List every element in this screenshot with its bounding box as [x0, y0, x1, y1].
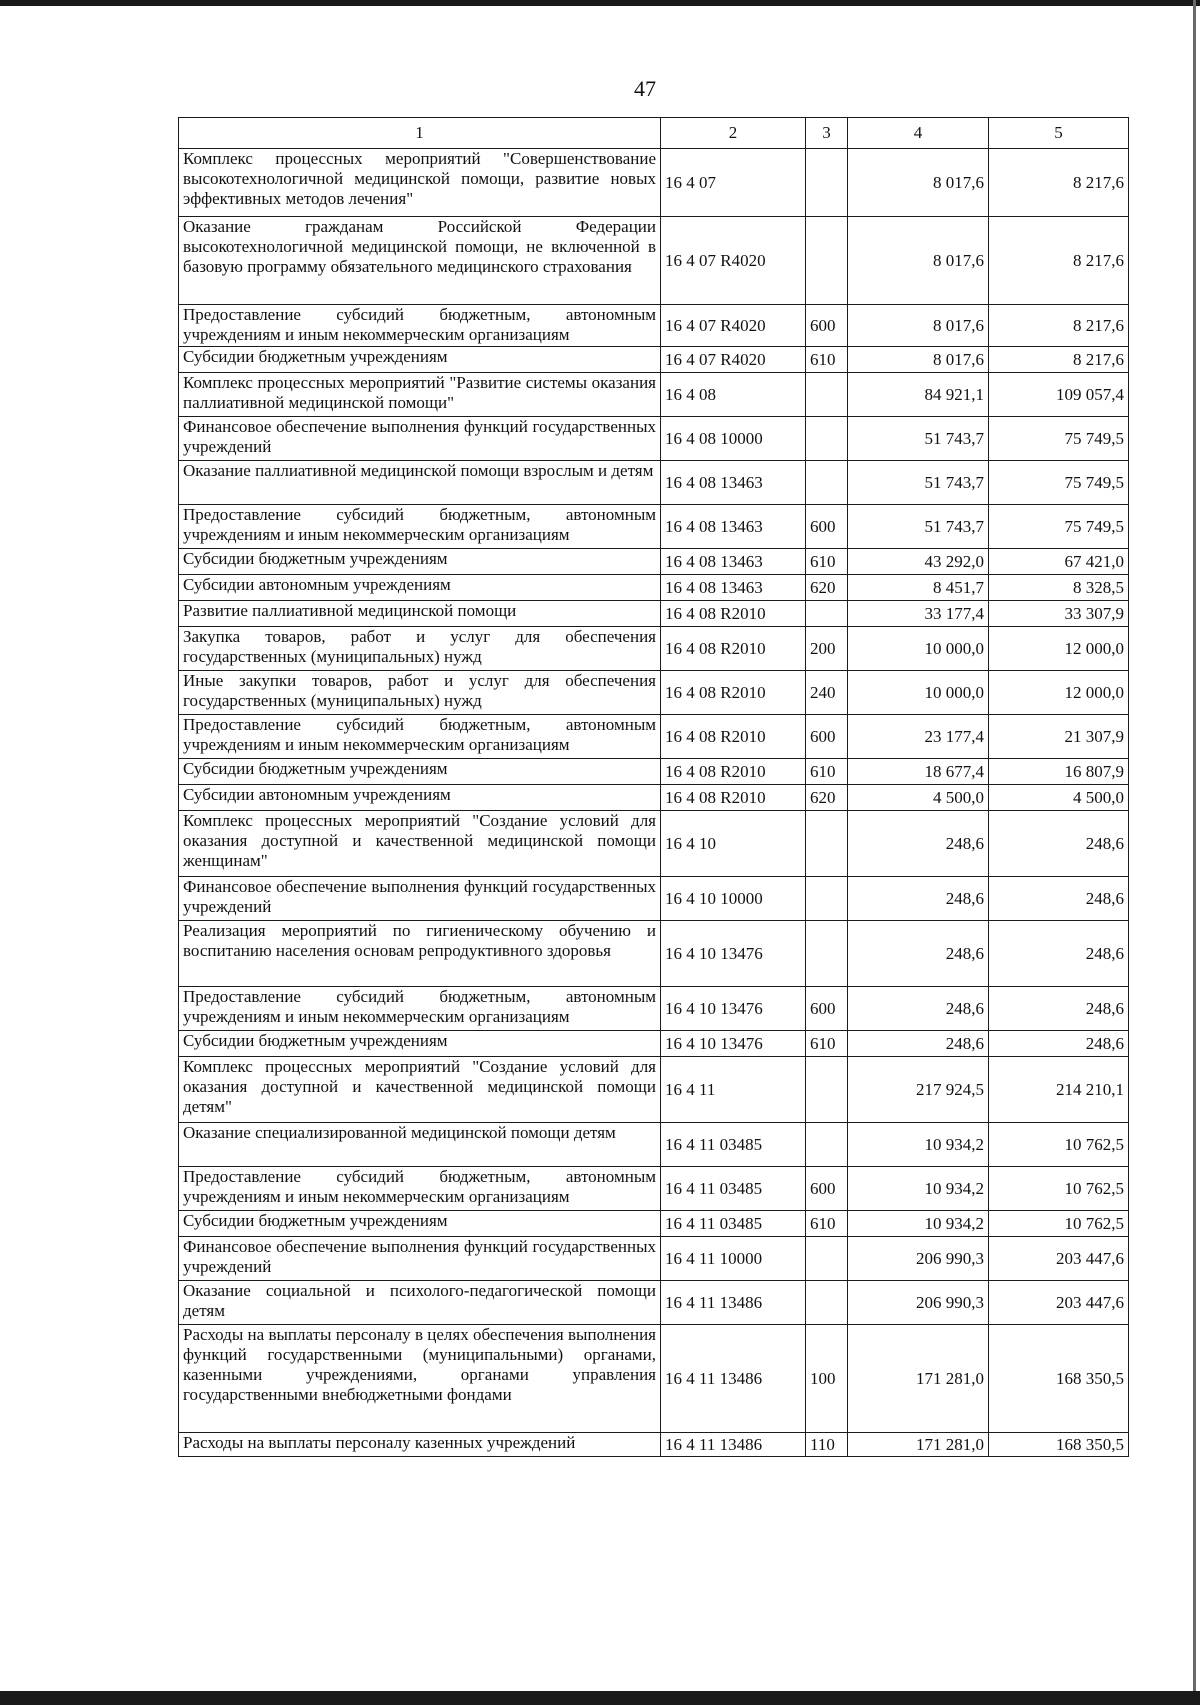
column-header-1: 1: [179, 118, 661, 149]
table-row: [179, 575, 1129, 601]
row-name: Комплекс процессных мероприятий "Совершенствование высокотехнологичной медицинской помощи, развитие новых эффективных методов лечения": [179, 149, 661, 217]
row-amount-year-1: 217 924,5: [848, 1057, 989, 1123]
row-code: 16 4 11 13486: [661, 1433, 806, 1457]
row-amount-year-1: 248,6: [848, 921, 989, 987]
row-code: 16 4 08 R2010: [661, 671, 806, 715]
row-expense-type: [806, 461, 848, 505]
row-code: 16 4 08 R2010: [661, 715, 806, 759]
row-amount-year-1: 171 281,0: [848, 1433, 989, 1457]
row-expense-type: 610: [806, 1031, 848, 1057]
row-amount-year-2: 10 762,5: [989, 1211, 1129, 1237]
row-name: Закупка товаров, работ и услуг для обеспечения государственных (муниципальных) нужд: [179, 627, 661, 671]
row-amount-year-1: 33 177,4: [848, 601, 989, 627]
row-amount-year-2: 8 217,6: [989, 217, 1129, 305]
row-name: Расходы на выплаты персоналу казенных учреждений: [179, 1433, 661, 1457]
row-code: 16 4 08 13463: [661, 549, 806, 575]
row-expense-type: 610: [806, 1211, 848, 1237]
row-amount-year-1: 171 281,0: [848, 1325, 989, 1433]
row-code: 16 4 08 10000: [661, 417, 806, 461]
table-row: [179, 1211, 1129, 1237]
scan-border-bottom: [0, 1691, 1200, 1705]
row-name: Комплекс процессных мероприятий "Создание условий для оказания доступной и качественной медицинской помощи детям": [179, 1057, 661, 1123]
row-amount-year-1: 4 500,0: [848, 785, 989, 811]
row-name: Субсидии автономным учреждениям: [179, 575, 661, 601]
row-name: Субсидии бюджетным учреждениям: [179, 347, 661, 373]
row-name: Реализация мероприятий по гигиеническому обучению и воспитанию населения основам репродуктивного здоровья: [179, 921, 661, 987]
table-row: [179, 1031, 1129, 1057]
row-name: Комплекс процессных мероприятий "Развитие системы оказания паллиативной медицинской помощи": [179, 373, 661, 417]
row-amount-year-2: 75 749,5: [989, 505, 1129, 549]
table-row: [179, 759, 1129, 785]
row-amount-year-2: 21 307,9: [989, 715, 1129, 759]
table-row: [179, 811, 1129, 877]
row-expense-type: 600: [806, 305, 848, 347]
table-row: [179, 217, 1129, 305]
row-amount-year-1: 51 743,7: [848, 461, 989, 505]
table-row: [179, 1237, 1129, 1281]
row-amount-year-2: 214 210,1: [989, 1057, 1129, 1123]
table-row: [179, 921, 1129, 987]
row-code: 16 4 10 10000: [661, 877, 806, 921]
row-expense-type: 600: [806, 1167, 848, 1211]
row-amount-year-1: 8 017,6: [848, 347, 989, 373]
row-code: 16 4 11 13486: [661, 1281, 806, 1325]
row-expense-type: 600: [806, 987, 848, 1031]
table-row: [179, 1325, 1129, 1433]
column-header-5: 5: [989, 118, 1129, 149]
row-name: Предоставление субсидий бюджетным, автономным учреждениям и иным некоммерческим организациям: [179, 715, 661, 759]
row-expense-type: [806, 417, 848, 461]
row-code: 16 4 08: [661, 373, 806, 417]
row-expense-type: [806, 601, 848, 627]
row-amount-year-2: 203 447,6: [989, 1237, 1129, 1281]
row-amount-year-1: 10 934,2: [848, 1211, 989, 1237]
row-amount-year-2: 12 000,0: [989, 671, 1129, 715]
row-amount-year-1: 23 177,4: [848, 715, 989, 759]
row-expense-type: 100: [806, 1325, 848, 1433]
row-expense-type: 110: [806, 1433, 848, 1457]
table-row: [179, 1433, 1129, 1457]
row-code: 16 4 08 R2010: [661, 785, 806, 811]
row-expense-type: [806, 811, 848, 877]
row-amount-year-2: 248,6: [989, 1031, 1129, 1057]
row-amount-year-1: 10 000,0: [848, 627, 989, 671]
table-row: [179, 987, 1129, 1031]
row-code: 16 4 08 13463: [661, 505, 806, 549]
row-expense-type: 620: [806, 575, 848, 601]
row-amount-year-2: 4 500,0: [989, 785, 1129, 811]
row-amount-year-1: 206 990,3: [848, 1281, 989, 1325]
column-header-3: 3: [806, 118, 848, 149]
row-code: 16 4 10 13476: [661, 1031, 806, 1057]
table-row: [179, 627, 1129, 671]
table-row: [179, 149, 1129, 217]
row-expense-type: 600: [806, 505, 848, 549]
row-name: Оказание социальной и психолого-педагогической помощи детям: [179, 1281, 661, 1325]
row-amount-year-1: 8 017,6: [848, 305, 989, 347]
row-amount-year-2: 203 447,6: [989, 1281, 1129, 1325]
table-row: [179, 601, 1129, 627]
row-code: 16 4 07 R4020: [661, 217, 806, 305]
table-row: [179, 347, 1129, 373]
row-amount-year-1: 10 934,2: [848, 1167, 989, 1211]
row-amount-year-2: 168 350,5: [989, 1325, 1129, 1433]
row-code: 16 4 08 R2010: [661, 627, 806, 671]
row-expense-type: 610: [806, 759, 848, 785]
row-name: Субсидии автономным учреждениям: [179, 785, 661, 811]
row-code: 16 4 08 R2010: [661, 601, 806, 627]
table-row: [179, 1057, 1129, 1123]
row-amount-year-2: 8 328,5: [989, 575, 1129, 601]
column-header-4: 4: [848, 118, 989, 149]
row-amount-year-1: 248,6: [848, 1031, 989, 1057]
row-code: 16 4 11 03485: [661, 1211, 806, 1237]
row-amount-year-2: 8 217,6: [989, 149, 1129, 217]
row-amount-year-2: 75 749,5: [989, 417, 1129, 461]
row-amount-year-1: 8 017,6: [848, 217, 989, 305]
table-row: [179, 1123, 1129, 1167]
row-name: Субсидии бюджетным учреждениям: [179, 549, 661, 575]
row-amount-year-2: 248,6: [989, 921, 1129, 987]
row-name: Комплекс процессных мероприятий "Создание условий для оказания доступной и качественной медицинской помощи женщинам": [179, 811, 661, 877]
row-name: Предоставление субсидий бюджетным, автономным учреждениям и иным некоммерческим организациям: [179, 987, 661, 1031]
row-code: 16 4 11 13486: [661, 1325, 806, 1433]
row-amount-year-2: 12 000,0: [989, 627, 1129, 671]
row-expense-type: [806, 921, 848, 987]
row-name: Субсидии бюджетным учреждениям: [179, 1211, 661, 1237]
row-expense-type: 610: [806, 549, 848, 575]
scan-border-top: [0, 0, 1200, 6]
page-number: 47: [634, 76, 656, 101]
row-amount-year-2: 248,6: [989, 987, 1129, 1031]
row-code: 16 4 10 13476: [661, 987, 806, 1031]
budget-table: [178, 117, 1129, 1457]
scan-border-right: [1193, 0, 1196, 1705]
row-amount-year-1: 248,6: [848, 987, 989, 1031]
row-code: 16 4 07: [661, 149, 806, 217]
header-row: [179, 118, 1129, 149]
row-code: 16 4 08 R2010: [661, 759, 806, 785]
row-amount-year-2: 8 217,6: [989, 305, 1129, 347]
table-row: [179, 373, 1129, 417]
table-row: [179, 715, 1129, 759]
row-name: Финансовое обеспечение выполнения функций государственных учреждений: [179, 877, 661, 921]
table-row: [179, 1167, 1129, 1211]
row-code: 16 4 11 10000: [661, 1237, 806, 1281]
row-amount-year-1: 248,6: [848, 877, 989, 921]
row-name: Субсидии бюджетным учреждениям: [179, 1031, 661, 1057]
row-name: Предоставление субсидий бюджетным, автономным учреждениям и иным некоммерческим организациям: [179, 305, 661, 347]
row-amount-year-1: 10 934,2: [848, 1123, 989, 1167]
row-amount-year-2: 248,6: [989, 877, 1129, 921]
row-expense-type: [806, 1057, 848, 1123]
row-name: Финансовое обеспечение выполнения функций государственных учреждений: [179, 1237, 661, 1281]
row-code: 16 4 08 13463: [661, 575, 806, 601]
row-expense-type: 620: [806, 785, 848, 811]
row-name: Иные закупки товаров, работ и услуг для обеспечения государственных (муниципальных) нужд: [179, 671, 661, 715]
row-code: 16 4 07 R4020: [661, 347, 806, 373]
row-amount-year-1: 248,6: [848, 811, 989, 877]
row-code: 16 4 11: [661, 1057, 806, 1123]
row-expense-type: [806, 1237, 848, 1281]
row-amount-year-1: 8 451,7: [848, 575, 989, 601]
row-expense-type: [806, 1123, 848, 1167]
row-amount-year-2: 10 762,5: [989, 1123, 1129, 1167]
table-row: [179, 305, 1129, 347]
table-row: [179, 417, 1129, 461]
row-expense-type: [806, 1281, 848, 1325]
row-expense-type: [806, 149, 848, 217]
row-expense-type: 240: [806, 671, 848, 715]
table-row: [179, 1281, 1129, 1325]
row-code: 16 4 08 13463: [661, 461, 806, 505]
row-amount-year-2: 75 749,5: [989, 461, 1129, 505]
row-name: Субсидии бюджетным учреждениям: [179, 759, 661, 785]
row-name: Развитие паллиативной медицинской помощи: [179, 601, 661, 627]
row-amount-year-2: 67 421,0: [989, 549, 1129, 575]
row-amount-year-2: 109 057,4: [989, 373, 1129, 417]
row-amount-year-1: 18 677,4: [848, 759, 989, 785]
table-row: [179, 877, 1129, 921]
table-header: [179, 118, 1129, 149]
row-name: Финансовое обеспечение выполнения функций государственных учреждений: [179, 417, 661, 461]
row-amount-year-1: 8 017,6: [848, 149, 989, 217]
row-expense-type: [806, 373, 848, 417]
row-expense-type: [806, 217, 848, 305]
table-row: [179, 549, 1129, 575]
row-amount-year-2: 8 217,6: [989, 347, 1129, 373]
row-amount-year-1: 10 000,0: [848, 671, 989, 715]
row-expense-type: 610: [806, 347, 848, 373]
table-body: [179, 149, 1129, 1457]
table-row: [179, 785, 1129, 811]
row-code: 16 4 07 R4020: [661, 305, 806, 347]
row-amount-year-1: 51 743,7: [848, 417, 989, 461]
row-name: Предоставление субсидий бюджетным, автономным учреждениям и иным некоммерческим организациям: [179, 1167, 661, 1211]
row-name: Оказание гражданам Российской Федерации высокотехнологичной медицинской помощи, не включенной в базовую программу обязательного медицинского страхования: [179, 217, 661, 305]
row-amount-year-2: 33 307,9: [989, 601, 1129, 627]
row-amount-year-1: 206 990,3: [848, 1237, 989, 1281]
row-code: 16 4 11 03485: [661, 1167, 806, 1211]
row-code: 16 4 10 13476: [661, 921, 806, 987]
row-amount-year-1: 43 292,0: [848, 549, 989, 575]
row-name: Оказание специализированной медицинской помощи детям: [179, 1123, 661, 1167]
row-amount-year-2: 248,6: [989, 811, 1129, 877]
row-expense-type: 200: [806, 627, 848, 671]
row-name: Оказание паллиативной медицинской помощи взрослым и детям: [179, 461, 661, 505]
table-row: [179, 461, 1129, 505]
row-expense-type: [806, 877, 848, 921]
column-header-2: 2: [661, 118, 806, 149]
row-amount-year-1: 51 743,7: [848, 505, 989, 549]
row-amount-year-2: 16 807,9: [989, 759, 1129, 785]
row-code: 16 4 11 03485: [661, 1123, 806, 1167]
row-amount-year-2: 10 762,5: [989, 1167, 1129, 1211]
table-row: [179, 505, 1129, 549]
table-row: [179, 671, 1129, 715]
row-expense-type: 600: [806, 715, 848, 759]
row-code: 16 4 10: [661, 811, 806, 877]
row-amount-year-2: 168 350,5: [989, 1433, 1129, 1457]
row-name: Расходы на выплаты персоналу в целях обеспечения выполнения функций государственными (муниципальными) органами, казенными учреждениями, органами управления государственными внебюджетными фондами: [179, 1325, 661, 1433]
row-name: Предоставление субсидий бюджетным, автономным учреждениям и иным некоммерческим организациям: [179, 505, 661, 549]
row-amount-year-1: 84 921,1: [848, 373, 989, 417]
